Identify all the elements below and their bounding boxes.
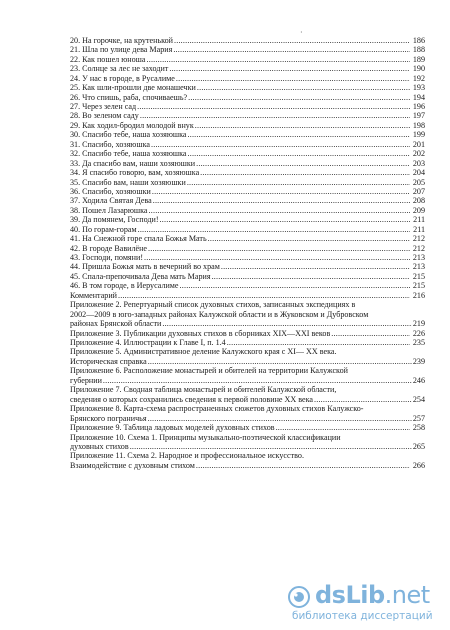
toc-label: 37. Ходила Святая Дева	[70, 196, 152, 206]
toc-appendix-10[interactable]	[70, 433, 425, 452]
toc-page-number: 190	[412, 64, 425, 74]
toc-line: губернии	[70, 375, 102, 385]
toc-page-number: 215	[412, 271, 425, 281]
toc-label: 46. В том городе, в Иерусалиме	[70, 281, 179, 291]
toc-label: 26. Что спишь, раба, спочиваешь?	[70, 92, 188, 102]
toc-label: Приложение 3. Публикации духовных стихов в сборниках XIX—XXI веков	[70, 328, 331, 338]
toc-entry[interactable]	[70, 159, 425, 168]
brand-suffix: .net	[384, 581, 430, 609]
leader-dots	[188, 93, 410, 102]
toc-label: 35. Спасибо вам, наши хозяюшки	[70, 177, 186, 187]
toc-label: Взаимодействие с духовным стихом	[70, 460, 195, 470]
toc-page-number: 215	[412, 281, 425, 291]
toc-label: 24. У нас в городе, в Русалиме	[70, 73, 175, 83]
toc-line: духовных стихов	[70, 442, 129, 451]
toc-label: 20. На горочке, на крутенькой	[70, 35, 174, 45]
toc-entry[interactable]	[70, 121, 425, 130]
dslib-brand	[315, 581, 430, 609]
toc-page-number: 235	[412, 338, 425, 348]
toc-label: 42. В городе Вавилёне	[70, 243, 148, 253]
leader-dots	[188, 130, 410, 139]
toc-page-number: 226	[412, 328, 425, 338]
leader-dots	[221, 262, 410, 271]
toc-label: 29. Как ходил-бродил молодой внук	[70, 120, 194, 130]
toc-label: 41. На Снежной горе спала Божья Мать	[70, 234, 207, 244]
toc-appendix-6[interactable]	[70, 366, 425, 385]
toc-page-number: 208	[412, 196, 425, 206]
toc-appendix-8[interactable]	[70, 404, 425, 423]
toc-page-number: 211	[413, 224, 425, 234]
toc-entry[interactable]	[70, 93, 425, 102]
leader-dots	[180, 281, 410, 290]
toc-label: 30. Спасибо тебе, наша хозяюшка	[70, 130, 187, 140]
leader-dots	[197, 83, 410, 92]
leader-dots	[314, 395, 412, 404]
toc-page-number: 189	[412, 54, 425, 64]
leader-dots	[162, 319, 412, 328]
toc-page-number: 209	[412, 205, 425, 215]
toc-appendix-2[interactable]	[70, 300, 425, 328]
toc-interaction[interactable]	[70, 461, 425, 470]
toc-page-number: 257	[412, 413, 425, 423]
leader-dots	[212, 272, 410, 281]
toc-page-number: 246	[412, 375, 425, 385]
toc-line: Приложение 7. Сводная таблица монастырей и обителей Калужской области,	[70, 385, 337, 395]
toc-label: 39. Да помянем, Господи!	[70, 215, 159, 225]
toc-entry[interactable]	[70, 149, 425, 158]
toc-page-number: 213	[412, 253, 425, 263]
toc-page-number: 213	[412, 262, 425, 272]
leader-dots	[137, 102, 410, 111]
leader-dots	[148, 414, 412, 423]
toc-appendix-9[interactable]	[70, 423, 425, 432]
dslib-logo-icon	[288, 586, 310, 608]
toc-entry[interactable]	[70, 234, 425, 243]
toc-entry[interactable]	[70, 130, 425, 139]
dslib-watermark[interactable]	[288, 582, 438, 622]
leader-dots	[188, 149, 410, 158]
toc-entry[interactable]	[70, 263, 425, 272]
toc-page-number: 198	[412, 120, 425, 130]
leader-dots	[144, 253, 410, 262]
toc-label: 43. Господи, помяни!	[70, 253, 144, 263]
leader-dots	[138, 225, 410, 234]
toc-label: 38. Пошел Лазарюшка	[70, 205, 148, 215]
toc-entry[interactable]	[70, 45, 425, 54]
toc-entry[interactable]	[70, 196, 425, 205]
toc-entry[interactable]	[70, 83, 425, 92]
toc-label: 31. Спасибо, хозяюшка	[70, 139, 150, 149]
toc-page-number: 188	[412, 45, 425, 55]
toc-page-number: 196	[412, 102, 425, 112]
toc-page-number: 193	[412, 83, 425, 93]
toc-page-number: 201	[412, 139, 425, 149]
toc-line: Приложение 10. Схема 1. Принципы музыкально-поэтической классификации	[70, 432, 341, 442]
leader-dots	[160, 215, 410, 224]
toc-label: 34. Я спасибо говорю, вам, хозяюшка	[70, 168, 200, 178]
leader-dots	[208, 234, 410, 243]
toc-entry[interactable]	[70, 225, 425, 234]
toc-page-number: 266	[412, 460, 425, 470]
toc-entry[interactable]	[70, 64, 425, 73]
toc-line: Историческая справка	[70, 356, 147, 366]
toc-page-number: 186	[412, 35, 425, 45]
toc-line: районах Брянской области	[70, 319, 162, 329]
leader-dots	[176, 74, 410, 83]
leader-dots	[130, 442, 412, 451]
leader-dots	[148, 244, 410, 253]
toc-label: 32. Спасибо тебе, наша хозяюшка	[70, 149, 187, 159]
toc-line: 2002—2009 в юго-западных районах Калужской области и в Жуковском и Дубровском	[70, 309, 369, 319]
toc-entry[interactable]	[70, 168, 425, 177]
leader-dots	[200, 168, 410, 177]
toc-label: 21. Шла по улице дева Мария	[70, 45, 173, 55]
leader-dots	[276, 423, 410, 432]
toc-page-number: 239	[412, 356, 425, 366]
toc-label: 36. Спасибо, хозяюшки	[70, 186, 151, 196]
toc-line: сведения о которых сохранились сведения к первой половине XX века	[70, 394, 314, 404]
toc-label: 33. Да спасибо вам, наши хозяюшки	[70, 158, 196, 168]
leader-dots	[331, 329, 410, 338]
toc-page-number: 202	[412, 149, 425, 159]
toc-entry[interactable]	[70, 102, 425, 111]
toc-entry[interactable]	[70, 187, 425, 196]
toc-label: 40. По горам-горам	[70, 224, 137, 234]
toc-entry[interactable]	[70, 291, 425, 300]
leader-dots	[196, 461, 410, 470]
toc-page-number: 203	[412, 158, 425, 168]
leader-dots	[140, 111, 410, 120]
leader-dots	[187, 178, 410, 187]
toc-page-number: 265	[412, 442, 425, 451]
toc-entry[interactable]	[70, 178, 425, 187]
toc-entry[interactable]	[70, 253, 425, 262]
toc-page-number: 212	[412, 234, 425, 244]
toc-label: Приложение 9. Таблица ладовых моделей духовных стихов	[70, 423, 275, 433]
leader-dots	[149, 206, 410, 215]
leader-dots	[174, 36, 410, 45]
leader-dots	[103, 376, 412, 385]
toc-line: Приложение 6. Расположение монастырей и обителей на территории Калужской	[70, 366, 348, 376]
leader-dots	[169, 64, 410, 73]
leader-dots	[153, 196, 410, 205]
toc-page-number: 194	[412, 92, 425, 102]
leader-dots	[173, 45, 410, 54]
toc-label: 23. Солнце за лес не заходит	[70, 64, 169, 74]
toc-appendix-4[interactable]	[70, 338, 425, 347]
toc-entry[interactable]	[70, 215, 425, 224]
toc-page-number: 216	[412, 290, 425, 300]
dslib-subtitle: библиотека диссертаций	[292, 610, 433, 622]
toc-page-number: 254	[412, 394, 425, 404]
toc-page-number: 207	[412, 186, 425, 196]
toc-page-number: 197	[412, 111, 425, 121]
toc-label: 28. Во зеленом саду	[70, 111, 139, 121]
toc-label: 44. Пришла Божья мать в вечерний во храм	[70, 262, 220, 272]
toc-entry[interactable]	[70, 112, 425, 121]
toc-label: 25. Как шли-прошли две монашечки	[70, 83, 196, 93]
leader-dots	[118, 291, 410, 300]
toc-page-number: 192	[412, 73, 425, 83]
toc-appendix-7[interactable]	[70, 385, 425, 404]
toc-entry[interactable]	[70, 281, 425, 290]
toc-entry[interactable]	[70, 36, 425, 45]
toc-line: Брянского пограничья	[70, 413, 147, 423]
leader-dots	[227, 338, 410, 347]
toc-label: 45. Спала-препочивала Дева мать Мария	[70, 271, 211, 281]
toc-line: Приложение 8. Карта-схема распространенных сюжетов духовных стихов Калужско-	[70, 404, 364, 414]
toc-appendix-3[interactable]	[70, 329, 425, 338]
toc-label: 22. Как пошел юноша	[70, 54, 146, 64]
toc-line: Приложение 2. Репертуарный список духовных стихов, записанных экспедициях в	[70, 300, 356, 310]
leader-dots	[147, 55, 411, 64]
toc-entry[interactable]	[70, 55, 425, 64]
toc-page-number: 258	[412, 423, 425, 433]
toc-entry[interactable]	[70, 244, 425, 253]
toc-entries	[70, 36, 425, 300]
toc-line: Приложение 5. Административное деление Калужского края с XI— XX века.	[70, 347, 337, 357]
table-of-contents	[70, 36, 425, 470]
brand-name: dsLib	[315, 581, 385, 609]
toc-page-number: 212	[412, 243, 425, 253]
toc-label: 27. Через зелен сад	[70, 102, 137, 112]
toc-page-number: 211	[413, 215, 425, 225]
toc-entry[interactable]	[70, 140, 425, 149]
toc-appendix-5[interactable]	[70, 347, 425, 366]
toc-page-number: 219	[412, 319, 425, 329]
toc-appendix-11[interactable]: Приложение 11. Схема 2. Народное и профессиональное искусство.	[70, 451, 304, 461]
leader-dots	[148, 357, 412, 366]
toc-entry[interactable]	[70, 74, 425, 83]
leader-dots	[152, 187, 410, 196]
toc-page-number: 204	[412, 168, 425, 178]
leader-dots	[195, 121, 410, 130]
toc-label: Приложение 4. Иллюстрации к Главе I, п. 1.4	[70, 338, 226, 348]
toc-entry[interactable]	[70, 206, 425, 215]
leader-dots	[151, 140, 410, 149]
toc-page-number: 205	[412, 177, 425, 187]
leader-dots	[196, 159, 410, 168]
toc-entry[interactable]	[70, 272, 425, 281]
toc-label: Комментарий	[70, 290, 117, 300]
toc-page-number: 199	[412, 130, 425, 140]
page-mark: ·	[300, 28, 303, 37]
